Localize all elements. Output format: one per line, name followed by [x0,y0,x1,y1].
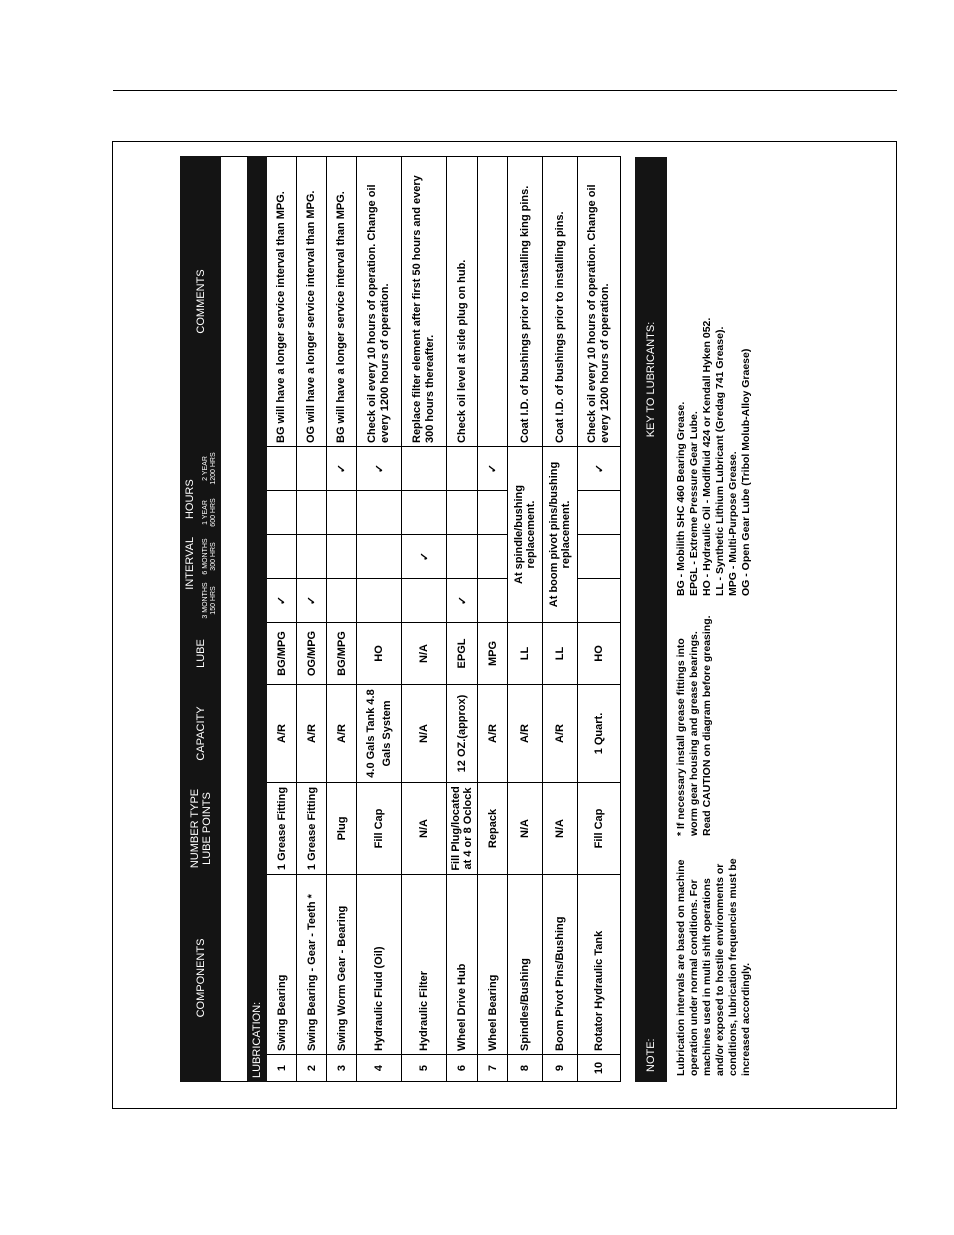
header-interval-1: 3 MONTHS 150 HRS [200,579,221,623]
check-mark-icon: ✓ [402,535,447,579]
key-item: LL - Synthetic Lithium Lubricant (Gredag 741 Grease). [714,326,726,596]
row-number: 8 [508,1055,543,1082]
row-lube-points: N/A [543,783,578,875]
header-interval-3: 1 YEAR 600 HRS [200,491,221,535]
check-mark-icon: ✓ [357,447,402,491]
row-lube: BG/MPG [327,623,357,685]
row-capacity: A/R [508,685,543,783]
note-title: NOTE: [635,602,667,1082]
row-component: Swing Bearing [267,875,297,1055]
check-mark-icon: ✓ [327,447,357,491]
note-body [667,602,761,1082]
row-number: 9 [543,1055,578,1082]
check-mark-icon: ✓ [297,579,327,623]
row-comment: Check oil every 10 hours of operation. Change oil every 1200 hours of operation. [578,157,621,447]
header-interval-hours: INTERVAL HOURS [181,447,200,623]
row-component: Hydraulic Fluid (Oil) [357,875,402,1055]
header-interval-2: 6 MONTHS 300 HRS [200,535,221,579]
table-row [297,157,327,1082]
key-item: OG - Open Gear Lube (Tribol Molub-Alloy Graese) [740,348,752,596]
row-capacity: 12 OZ.(approx) [447,685,478,783]
table-row [327,157,357,1082]
row-lube: HO [578,623,621,685]
row-capacity: A/R [478,685,508,783]
row-lube: EPGL [447,623,478,685]
row-component: Swing Worm Gear - Bearing [327,875,357,1055]
note-text-2: * If necessary install grease fittings into worm gear housing and grease bearings. Read CAUTION on diagram before greasing. [675,615,713,836]
row-comment: OG will have a longer service interval than MPG. [297,157,327,447]
row-capacity: A/R [267,685,297,783]
table-row [402,157,447,1082]
row-comment: Check oil every 10 hours of operation. Change oil every 1200 hours of operation. [357,157,402,447]
notes-table [635,157,761,1082]
row-lube-points: 1 Grease Fitting [297,783,327,875]
row-lube: OG/MPG [297,623,327,685]
row-lube-points: N/A [402,783,447,875]
header-interval-4: 2 YEAR 1200 HRS [200,447,221,491]
section-label: LUBRICATION: [248,157,267,1082]
row-number: 1 [267,1055,297,1082]
row-comment [478,157,508,447]
row-capacity: A/R [327,685,357,783]
row-component: Wheel Drive Hub [447,875,478,1055]
header-lube: LUBE [181,623,221,685]
table-row [508,157,543,1082]
row-capacity: 1 Quart. [578,685,621,783]
lubrication-table [180,156,621,1082]
row-component: Rotator Hydraulic Tank [578,875,621,1055]
row-component: Spindles/Bushing [508,875,543,1055]
row-component: Wheel Bearing [478,875,508,1055]
row-lube: MPG [478,623,508,685]
row-capacity: N/A [402,685,447,783]
row-lube: LL [543,623,578,685]
note-text-1: Lubrication intervals are based on machine operation under normal conditions. For machines used in multi shift operations and/or exposed to hostile environments or conditions, lubrication frequencies must be increased accordingly. [675,858,752,1076]
row-capacity: A/R [297,685,327,783]
rotated-table-area [180,157,841,1082]
table-row [357,157,402,1082]
row-number: 10 [578,1055,621,1082]
row-comment: Replace filter element after first 50 hours and every 300 hours thereafter. [402,157,447,447]
row-number: 7 [478,1055,508,1082]
row-lube-points: Fill Cap [578,783,621,875]
row-number: 3 [327,1055,357,1082]
header-capacity: CAPACITY [181,685,221,783]
row-number: 4 [357,1055,402,1082]
row-capacity: 4.0 Gals Tank 4.8 Gals System [357,685,402,783]
row-lube: BG/MPG [267,623,297,685]
header-number-type: NUMBER TYPE LUBE POINTS [181,783,221,875]
row-lube-points: Fill Cap [357,783,402,875]
header-comments: COMMENTS [181,157,221,447]
row-lube: N/A [402,623,447,685]
row-comment: Coat I.D. of bushings prior to installing king pins. [508,157,543,447]
row-comment: Check oil level at side plug on hub. [447,157,478,447]
row-capacity: A/R [543,685,578,783]
row-lube-points: Plug [327,783,357,875]
row-number: 2 [297,1055,327,1082]
row-component: Boom Pivot Pins/Bushing [543,875,578,1055]
row-component: Swing Bearing - Gear - Teeth * [297,875,327,1055]
check-mark-icon: ✓ [267,579,297,623]
row-number: 5 [402,1055,447,1082]
row-lube: LL [508,623,543,685]
table-row [578,157,621,1082]
row-number: 6 [447,1055,478,1082]
key-item: HO - Hydraulic Oil - Modifluid 424 or Kendall Hyken 052. [701,317,713,596]
check-mark-icon: ✓ [447,579,478,623]
table-row [447,157,478,1082]
row-lube-points: Repack [478,783,508,875]
key-title: KEY TO LUBRICANTS: [635,157,667,602]
check-mark-icon: ✓ [578,447,621,491]
row-lube: HO [357,623,402,685]
table-row [543,157,578,1082]
row-lube-points: N/A [508,783,543,875]
row-component: Hydraulic Filter [402,875,447,1055]
header-components: COMPONENTS [181,875,221,1082]
check-mark-icon: ✓ [478,447,508,491]
row-comment: Coat I.D. of bushings prior to installing pins. [543,157,578,447]
row-interval-note: At boom pivot pins/bushing replacement. [543,447,578,623]
table-row [267,157,297,1082]
key-list [667,157,761,602]
lubrication-chart [180,157,841,1082]
header-spacer [221,157,248,1082]
row-lube-points: 1 Grease Fitting [267,783,297,875]
header-rule [113,90,897,91]
key-item: EPGL - Extreme Pressure Gear Lube. [688,411,700,596]
table-row [478,157,508,1082]
row-comment: BG will have a longer service interval than MPG. [327,157,357,447]
key-item: BG - Mobilith SHC 460 Bearing Grease. [675,401,687,596]
key-item: MPG - Multi-Purpose Grease. [727,451,739,596]
row-lube-points: Fill Plug/located at 4 or 8 Oclock [447,783,478,875]
row-interval-note: At spindle/bushing replacement. [508,447,543,623]
row-comment: BG will have a longer service interval than MPG. [267,157,297,447]
